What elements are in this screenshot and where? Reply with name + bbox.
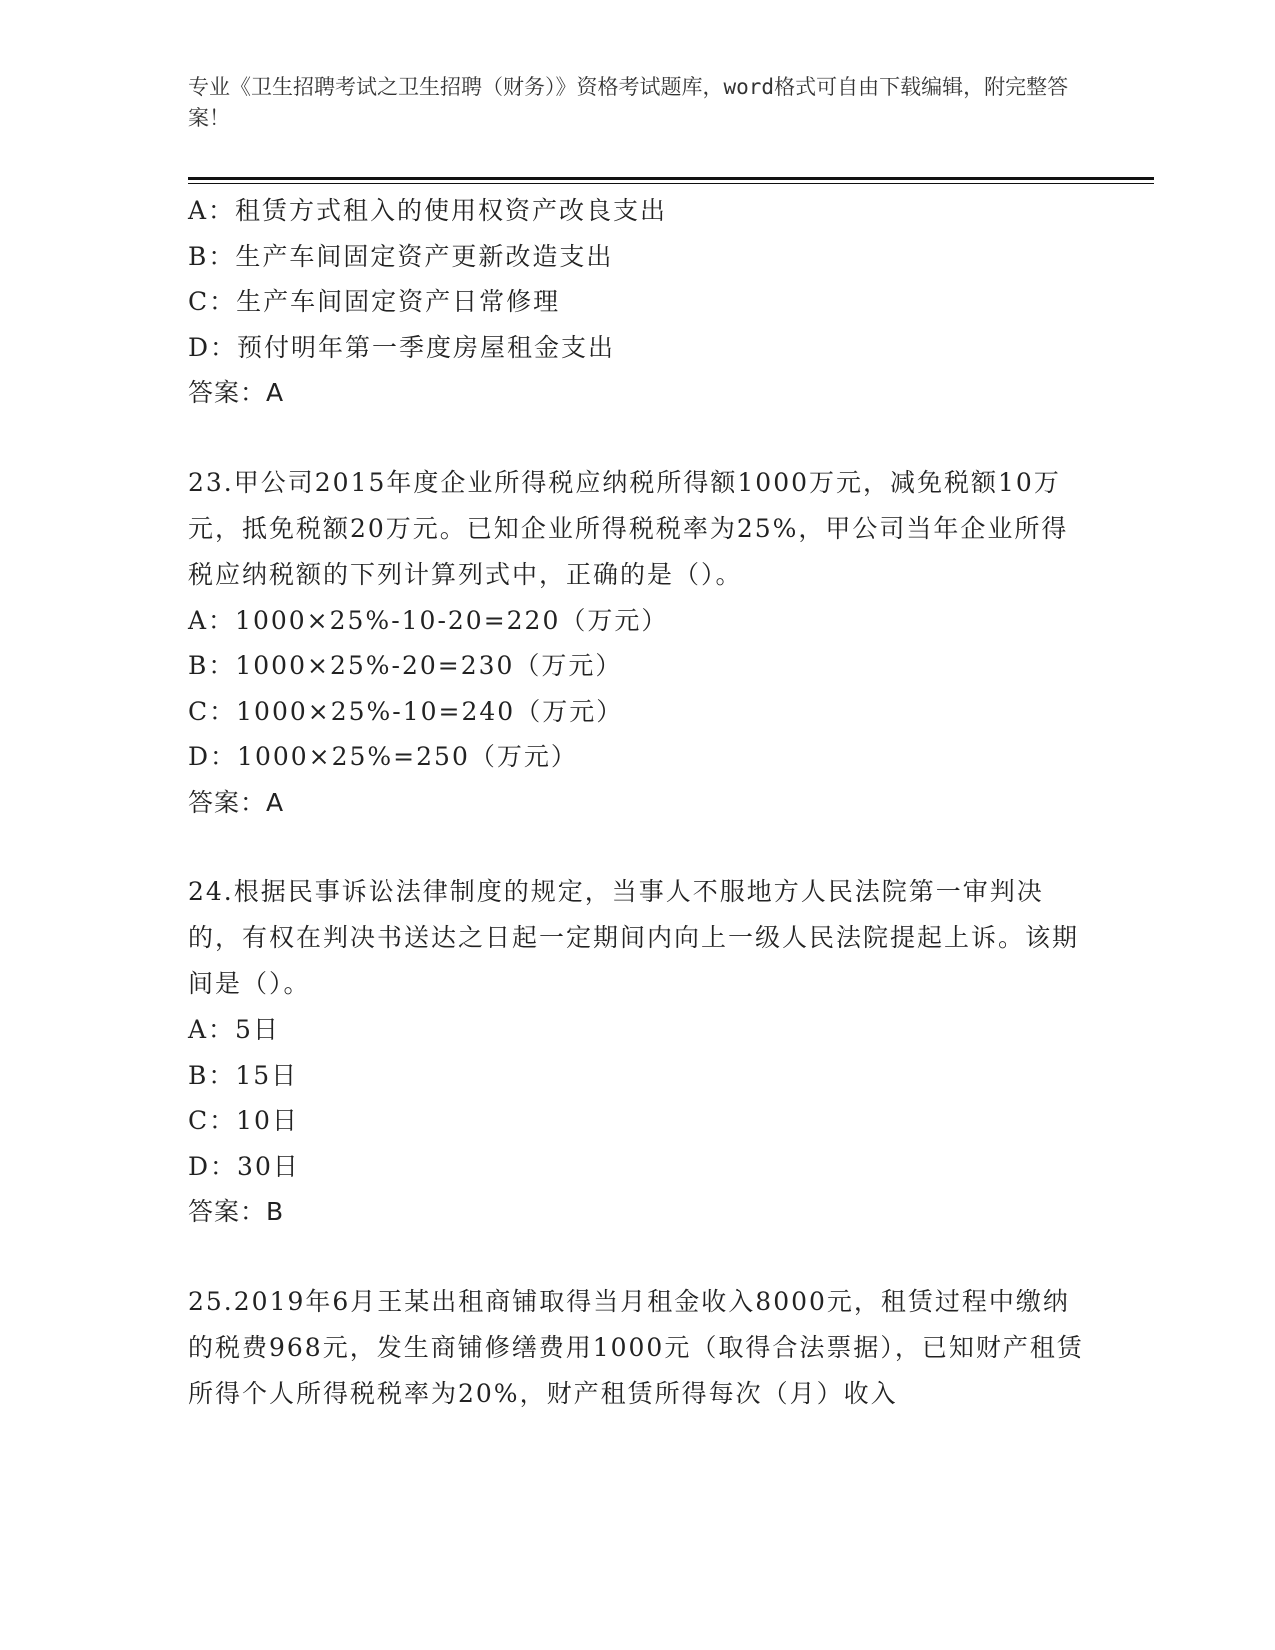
question-stem: 24.根据民事诉讼法律制度的规定，当事人不服地方人民法院第一审判决的，有权在判决书送达之日起一定期间内向上一级人民法院提起上诉。该期间是（）。	[188, 877, 1080, 998]
option-a: A：1000×25%-10-20=220（万元）	[188, 605, 669, 635]
question-stem: 23.甲公司2015年度企业所得税应纳税所得额1000万元，减免税额10万元，抵免税额20万元。已知企业所得税税率为25%，甲公司当年企业所得税应纳税额的下列计算列式中，正确的是（）。	[188, 467, 1069, 589]
option-a: A：5日	[188, 1015, 280, 1044]
option-c: C：生产车间固定资产日常修理	[188, 287, 561, 316]
answer: 答案：A	[188, 378, 285, 407]
spacer	[188, 1235, 1088, 1279]
option-d: D：30日	[188, 1151, 300, 1181]
header-rule-thin	[188, 183, 1154, 184]
option-a: A：租赁方式租入的使用权资产改良支出	[188, 196, 668, 225]
option-d: D：预付明年第一季度房屋租金支出	[188, 332, 616, 362]
question-stem: 25.2019年6月王某出租商铺取得当月租金收入8000元，租赁过程中缴纳的税费968元，发生商铺修缮费用1000元（取得合法票据），已知财产租赁所得个人所得税税率为20%，财产租赁所得每次（月）收入	[188, 1286, 1084, 1408]
header-rule-thick	[188, 177, 1154, 180]
option-c: C：10日	[188, 1106, 299, 1135]
question-25	[188, 1279, 1088, 1417]
option-d: D：1000×25%=250（万元）	[188, 742, 578, 771]
option-c: C：1000×25%-10=240（万元）	[188, 696, 624, 726]
spacer	[188, 825, 1088, 869]
question-22	[188, 188, 1088, 416]
answer: 答案：A	[188, 787, 285, 817]
option-b: B：1000×25%-20=230（万元）	[188, 651, 623, 680]
document-header	[188, 72, 1088, 134]
spacer	[188, 416, 1088, 460]
question-23	[188, 460, 1088, 826]
question-24	[188, 869, 1088, 1235]
document-body	[188, 188, 1088, 1417]
header-text: 专业《卫生招聘考试之卫生招聘（财务）》资格考试题库，word格式可自由下载编辑，附完整答案！	[188, 75, 1069, 130]
option-b: B：15日	[188, 1060, 299, 1090]
option-b: B：生产车间固定资产更新改造支出	[188, 241, 614, 271]
answer: 答案：B	[188, 1197, 285, 1226]
